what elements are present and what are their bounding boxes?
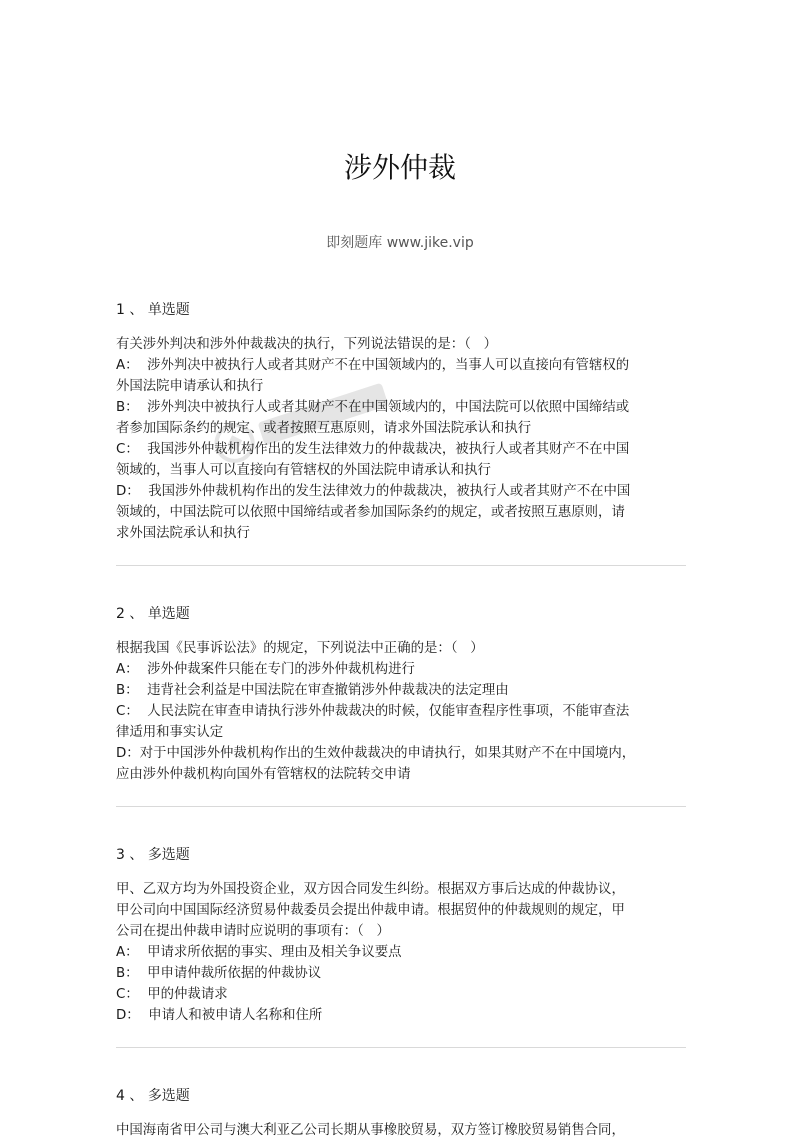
- question-stem: 中国海南省甲公司与澳大利亚乙公司长期从事橡胶贸易，双方签订橡胶贸易销售合同，: [116, 1123, 625, 1138]
- option-b-cont: 者参加国际条约的规定、或者按照互惠原则，请求外国法院承认和执行: [116, 421, 532, 436]
- option-c-cont: 律适用和事实认定: [116, 725, 224, 740]
- question-list: [116, 300, 686, 1141]
- document-subtitle: 即刻题库 www.jike.vip: [326, 235, 474, 251]
- question-header: [116, 604, 686, 625]
- option-d-cont: 领域的，中国法院可以依照中国缔结或者参加国际条约的规定，或者按照互惠原则，请: [116, 505, 625, 520]
- question-stem: 根据我国《民事诉讼法》的规定，下列说法中正确的是：（ ）: [116, 641, 484, 656]
- question-number: 4 、: [116, 1088, 144, 1104]
- option-c: C： 人民法院在审查申请执行涉外仲裁裁决的时候，仅能审查程序性事项，不能审查法: [116, 704, 630, 719]
- option-a: A： 涉外仲裁案件只能在专门的涉外仲裁机构进行: [116, 662, 415, 677]
- question-stem-cont: 公司在提出仲裁申请时应说明的事项有：（ ）: [116, 924, 390, 939]
- option-d: D：对于中国涉外仲裁机构作出的生效仲裁裁决的申请执行，如果其财产不在中国境内，: [116, 746, 636, 761]
- question-type: 多选题: [147, 847, 190, 863]
- question-number: 1 、: [116, 302, 144, 318]
- question-type: 单选题: [147, 302, 190, 318]
- question-divider: [116, 1047, 686, 1048]
- question-stem: 甲、乙双方均为外国投资企业，双方因合同发生纠纷。根据双方事后达成的仲裁协议，: [116, 882, 625, 897]
- question-stem-cont: 甲公司向中国国际经济贸易仲裁委员会提出仲裁申请。根据贸仲的仲裁规则的规定，甲: [116, 903, 625, 918]
- question-number: 2 、: [116, 606, 144, 622]
- option-a: A： 甲请求所依据的事实、理由及相关争议要点: [116, 945, 402, 960]
- option-c: C： 我国涉外仲裁机构作出的发生法律效力的仲裁裁决，被执行人或者其财产不在中国: [116, 442, 630, 457]
- option-d-cont: 应由涉外仲裁机构向国外有管辖权的法院转交申请: [116, 767, 411, 782]
- option-d: D： 我国涉外仲裁机构作出的发生法律效力的仲裁裁决，被执行人或者其财产不在中国: [116, 484, 631, 499]
- option-a: A： 涉外判决中被执行人或者其财产不在中国领域内的，当事人可以直接向有管辖权的: [116, 358, 630, 373]
- question-header: [116, 845, 686, 866]
- question-divider: [116, 565, 686, 566]
- question-2: [116, 604, 686, 785]
- question-1: [116, 300, 686, 544]
- option-d-cont: 求外国法院承认和执行: [116, 526, 250, 541]
- question-3: [116, 845, 686, 1026]
- question-stem: 有关涉外判决和涉外仲裁裁决的执行，下列说法错误的是：（ ）: [116, 337, 498, 352]
- question-divider: [116, 806, 686, 807]
- question-header: [116, 300, 686, 321]
- question-type: 单选题: [147, 606, 190, 622]
- option-b: B： 违背社会利益是中国法院在审查撤销涉外仲裁裁决的法定理由: [116, 683, 509, 698]
- option-c-cont: 领域的，当事人可以直接向有管辖权的外国法院申请承认和执行: [116, 463, 491, 478]
- document-title: 涉外仲裁: [343, 151, 456, 184]
- question-number: 3 、: [116, 847, 144, 863]
- option-a-cont: 外国法院申请承认和执行: [116, 379, 264, 394]
- option-d: D： 申请人和被申请人名称和住所: [116, 1008, 323, 1023]
- option-b: B： 甲申请仲裁所依据的仲裁协议: [116, 966, 322, 981]
- option-b: B： 涉外判决中被执行人或者其财产不在中国领域内的，中国法院可以依照中国缔结或: [116, 400, 630, 415]
- question-type: 多选题: [147, 1088, 190, 1104]
- question-header: [116, 1086, 686, 1107]
- question-4: [116, 1086, 686, 1141]
- option-c: C： 甲的仲裁请求: [116, 987, 228, 1002]
